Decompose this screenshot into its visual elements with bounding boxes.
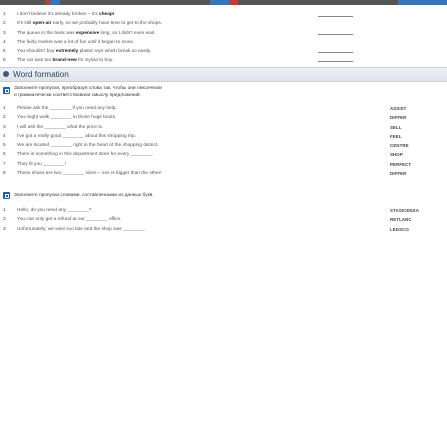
item-number: 6 [3, 152, 6, 158]
item-text: Please ask the ________ if you need any help. [17, 106, 117, 111]
instruction-line: Заполните пропуски, преобразуя слова так, чтобы они лексически [14, 86, 162, 91]
item-number: 2 [3, 21, 6, 27]
strip-segment [238, 0, 398, 5]
item-text: We are located ________ right in the heart of the shopping district. [17, 143, 159, 149]
strip-segment [50, 0, 60, 5]
item-number: 2 [3, 115, 6, 121]
item-number: 4 [3, 39, 6, 45]
list-item [0, 160, 447, 169]
item-number: 5 [3, 143, 6, 149]
answer-line [318, 52, 353, 53]
answer-word: DIFFER [390, 115, 407, 121]
item-text: You can only get a refund at our ________ office. [17, 217, 122, 223]
answer-word: ASSIST [390, 106, 407, 111]
item-text: There is something in this department store for every ________. [17, 152, 154, 158]
strip-segment [60, 0, 210, 5]
scrambled-words-list [0, 206, 447, 234]
item-text: Unfortunately, we were too late and the shop was ________. [17, 226, 146, 232]
item-number: 1 [3, 12, 6, 17]
item-text: The queue in the bank was expensive long, so I didn't even wait. [17, 30, 156, 36]
list-item [0, 215, 447, 224]
answer-line [318, 16, 353, 17]
instruction-line: Заполните пропуски словами, составленными из данных букв. [14, 192, 154, 198]
item-number: 3 [3, 30, 6, 36]
answer-word: PERFECT [390, 161, 412, 167]
answer-word: RETLANC [390, 217, 412, 223]
item-text: You might walk ________ in those huge boots. [17, 115, 117, 121]
section-header [0, 67, 447, 82]
answer-word: LEDSCO [390, 226, 409, 232]
task-icon [3, 192, 10, 199]
task-icon [3, 87, 10, 94]
strip-segment [398, 0, 447, 5]
list-item [0, 19, 447, 28]
answer-word: SELL [390, 124, 402, 130]
item-number: 8 [3, 171, 6, 177]
item-number: 1 [3, 106, 6, 111]
item-text: The fairly market was a lot of fun until it began to snow. [17, 39, 134, 45]
strip-segment [210, 0, 230, 5]
item-number: 4 [3, 133, 6, 139]
item-number: 2 [3, 217, 6, 223]
item-number: 1 [3, 208, 6, 213]
list-item [0, 141, 447, 150]
list-item [0, 150, 447, 159]
answer-word: SHOP [390, 152, 403, 158]
list-item [0, 56, 447, 65]
item-number: 3 [3, 124, 6, 130]
item-text: The car was too brand-new for Sylvia to buy. [17, 58, 114, 64]
item-text: I will ask the ________ what the price is. [17, 124, 104, 130]
list-item [0, 113, 447, 122]
instruction-line: и грамматически соответствовали смыслу предложений. [14, 92, 141, 98]
list-item [0, 132, 447, 141]
item-number: 7 [3, 161, 6, 167]
list-item [0, 104, 447, 113]
item-text: I don't believe it's already broken – it's cheap! [17, 12, 115, 17]
list-item [0, 225, 447, 234]
section-title: Word formation [13, 70, 69, 79]
list-item [0, 38, 447, 47]
list-item [0, 206, 447, 215]
item-number: 5 [3, 49, 6, 55]
item-text: I've got a really good ________ about this shopping trip. [17, 133, 137, 139]
answer-line [318, 34, 353, 35]
strip-segment [230, 0, 238, 5]
list-item [0, 169, 447, 178]
answer-word: FEEL [390, 133, 402, 139]
answer-word: STASICENSA [390, 208, 419, 213]
strip-segment [0, 0, 45, 5]
word-formation-list [0, 104, 447, 178]
intro-sentence-list [0, 10, 447, 66]
answer-word: DIFFER [390, 171, 407, 177]
item-text: You shouldn't buy extremely plastic toys which break so easily. [17, 49, 152, 55]
item-text: These shoes are two ________ sizes – one is bigger than the other! [17, 171, 162, 177]
list-item [0, 47, 447, 56]
top-color-strip [0, 0, 447, 5]
section-bullet-icon [3, 71, 9, 77]
answer-line [318, 61, 353, 62]
item-number: 6 [3, 58, 6, 64]
answer-word: CENTRE [390, 143, 409, 149]
item-number: 3 [3, 226, 6, 232]
list-item [0, 123, 447, 132]
list-item [0, 29, 447, 38]
item-text: Hello, do you need any ________? [17, 208, 92, 213]
item-text: It's still open-air early, so we probably have time to get to the shops. [17, 21, 163, 27]
list-item [0, 10, 447, 19]
item-text: They fit you ________! [17, 161, 66, 167]
